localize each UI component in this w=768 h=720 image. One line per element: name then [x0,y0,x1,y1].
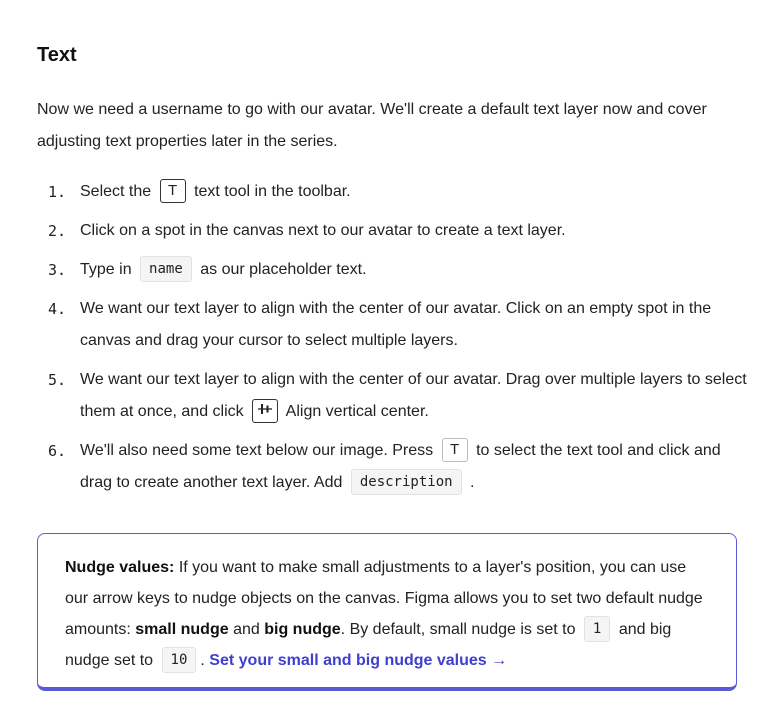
list-item [37,364,747,428]
step-text: Align vertical center. [285,403,429,420]
section-heading: Text [37,44,77,66]
code-description: description [351,469,462,495]
align-vertical-center-icon [252,399,278,423]
step-text: to select the text tool and click and drag to create another text layer. Add [80,442,721,491]
callout-text: . By default, small nudge is set to [340,621,576,638]
step-text: as our placeholder text. [200,261,367,278]
text-tool-key: T [442,438,468,462]
callout-text: . [200,652,205,669]
callout-label: Nudge values: [65,559,175,576]
nudge-callout [37,533,737,691]
intro-paragraph: Now we need a username to go with our avatar. We'll create a default text layer now and cover adjusting text properties later in the series. [37,101,707,150]
step-text: Click on a spot in the canvas next to our avatar to create a text layer. [80,222,566,239]
list-item [37,435,747,499]
text-tool-icon: T [160,179,186,203]
steps-list [37,176,747,506]
list-item [37,293,747,357]
small-nudge-value: 1 [584,616,610,642]
step-text: We want our text layer to align with the center of our avatar. Drag over multiple layers to select them at once, and click [80,371,747,420]
callout-text: and [233,621,260,638]
list-item [37,176,747,208]
step-text: text tool in the toolbar. [194,183,351,200]
list-item [37,254,747,286]
nudge-settings-link[interactable]: Set your small and big nudge values → [209,652,508,669]
step-number: 2. [48,222,67,240]
step-text: We want our text layer to align with the center of our avatar. Click on an empty spot in the canvas and drag your cursor to select multiple layers. [80,300,712,349]
step-number: 1. [48,183,67,201]
callout-text: and big nudge set to [65,621,672,669]
step-text: We'll also need some text below our image. Press [80,442,434,459]
code-name: name [140,256,192,282]
step-text: Select the [80,183,152,200]
step-number: 6. [48,442,67,460]
step-text: . [470,474,475,491]
step-number: 4. [48,300,67,318]
big-nudge-label: big nudge [264,621,341,638]
step-number: 3. [48,261,67,279]
callout-text: If you want to make small adjustments to a layer's position, you can use our arrow keys to nudge objects on the canvas. Figma allows you to set two default nudge amounts: [65,559,703,638]
small-nudge-label: small nudge [135,621,229,638]
list-item [37,215,747,247]
step-text: Type in [80,261,132,278]
step-number: 5. [48,371,67,389]
big-nudge-value: 10 [162,647,197,673]
